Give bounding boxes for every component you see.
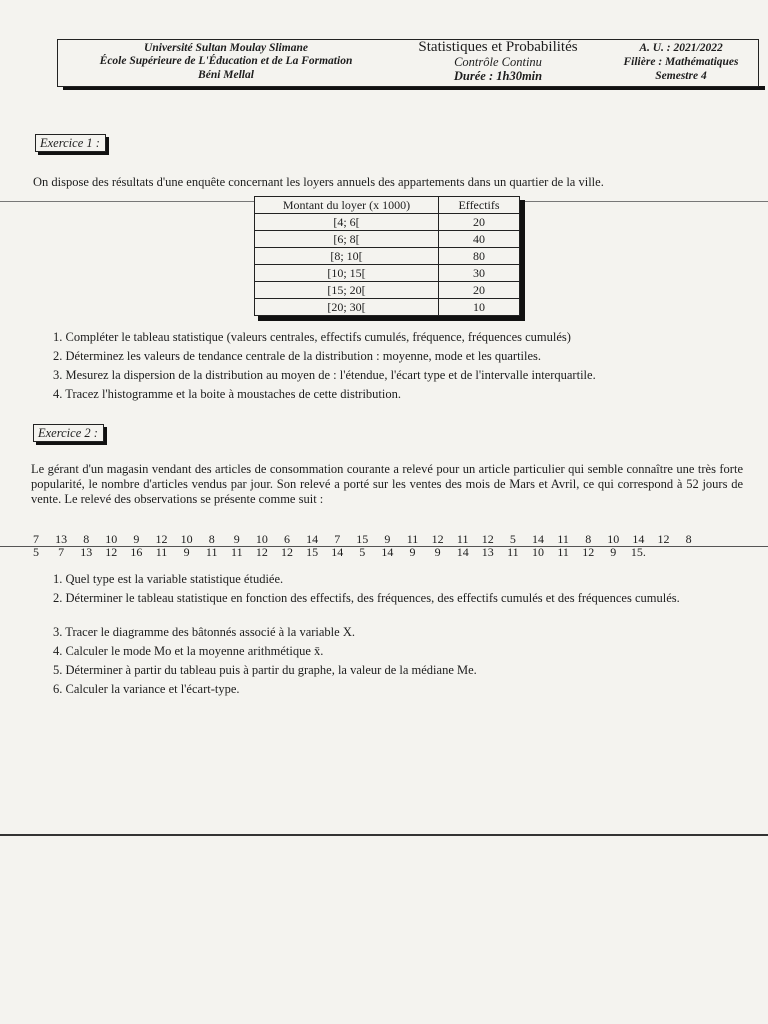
observation-value: 7	[334, 532, 341, 546]
table-row	[255, 248, 520, 265]
observation-value: 10	[255, 532, 268, 546]
exam-type: Contrôle Continu	[454, 55, 542, 69]
observation-value: 10	[180, 532, 193, 546]
exercise-2-question-1: 1. Quel type est la variable statistique étudiée.	[53, 572, 284, 586]
rent-count: 20	[439, 214, 520, 231]
rent-count: 20	[439, 282, 520, 299]
school-name: École Supérieure de L'Éducation et de La Formation	[99, 55, 353, 67]
header-frequency: Effectifs	[439, 197, 520, 214]
observation-value: 14	[306, 532, 319, 546]
observation-value: 10	[607, 532, 620, 546]
academic-year: A. U. : 2021/2022	[639, 42, 723, 54]
observation-value: 12	[105, 545, 118, 559]
exercise-1-question-1: 1. Compléter le tableau statistique (valeurs centrales, effectifs cumulés, fréquence, fréquences cumulés)	[53, 330, 571, 344]
observation-value: 9	[183, 545, 190, 559]
rent-class: [20; 30[	[255, 299, 439, 316]
observation-value: 14	[381, 545, 394, 559]
observation-value: 11	[155, 545, 168, 559]
scan-line-right	[524, 201, 768, 202]
rent-class: [6; 8[	[255, 231, 439, 248]
table-row	[255, 265, 520, 282]
observation-value: 12	[582, 545, 595, 559]
observation-value: 12	[155, 532, 168, 546]
field: Filière : Mathématiques	[623, 56, 739, 68]
table-row	[255, 299, 520, 316]
header-rent-amount: Montant du loyer (x 1000)	[255, 197, 439, 214]
observation-value: 10	[105, 532, 118, 546]
exercise-2-question-2: 2. Déterminer le tableau statistique en fonction des effectifs, des fréquences, des effectifs cumulés et des fréquences cumulés.	[53, 591, 680, 605]
table-row	[255, 231, 520, 248]
observation-value: 15.	[630, 545, 646, 559]
exercise-1-intro: On dispose des résultats d'une enquête concernant les loyers annuels des appartements dans un quartier de la ville.	[33, 175, 604, 189]
observation-value: 11	[557, 532, 569, 546]
table-header-row	[255, 197, 520, 214]
observation-value: 14	[532, 532, 544, 546]
rent-class: [4; 6[	[255, 214, 439, 231]
observation-value: 14	[331, 545, 344, 559]
observation-value: 9	[384, 532, 391, 546]
observation-value: 8	[685, 532, 692, 546]
observation-value: 12	[657, 532, 670, 546]
semester: Semestre 4	[655, 70, 707, 82]
observation-value: 7	[33, 532, 39, 546]
observation-value: 11	[231, 545, 243, 559]
observation-value: 11	[507, 545, 519, 559]
exam-duration: Durée : 1h30min	[453, 69, 543, 83]
observation-value: 12	[431, 532, 444, 546]
observation-value: 11	[406, 532, 419, 546]
observation-value: 14	[456, 545, 469, 559]
observation-value: 5	[33, 545, 39, 559]
rent-class: [8; 10[	[255, 248, 439, 265]
observation-value: 9	[610, 545, 617, 559]
observation-value: 12	[481, 532, 494, 546]
course-title: Statistiques et Probabilités	[418, 39, 578, 55]
observation-value: 9	[434, 545, 441, 559]
exercise-2-question-5: 5. Déterminer à partir du tableau puis à partir du graphe, la valeur de la médiane Me.	[53, 663, 477, 677]
observation-value: 5	[509, 532, 516, 546]
observation-value: 9	[133, 532, 140, 546]
observation-value: 12	[281, 545, 293, 559]
observation-value: 13	[481, 545, 494, 559]
exercise-2-label: Exercice 2 :	[33, 424, 104, 442]
observations-row-2	[33, 545, 753, 560]
exam-header	[57, 39, 759, 87]
exercise-2-question-6: 6. Calculer la variance et l'écart-type.	[53, 682, 240, 696]
rent-table	[254, 196, 520, 316]
observation-value: 7	[58, 545, 65, 559]
rent-count: 30	[439, 265, 520, 282]
exercise-1-question-3: 3. Mesurez la dispersion de la distribution au moyen de : l'étendue, l'écart type et de l'intervalle interquartile.	[53, 368, 596, 382]
observation-value: 5	[359, 545, 366, 559]
university-name: Université Sultan Moulay Slimane	[144, 42, 308, 54]
exercise-1-question-2: 2. Déterminez les valeurs de tendance centrale de la distribution : moyenne, mode et les quartiles.	[53, 349, 542, 363]
scan-line-left	[0, 201, 254, 202]
table-row	[255, 282, 520, 299]
observation-value: 14	[632, 532, 645, 546]
observation-value: 9	[409, 545, 416, 559]
observation-value: 11	[557, 545, 569, 559]
observation-value: 11	[205, 545, 218, 559]
observation-value: 11	[456, 532, 469, 546]
city-name: Béni Mellal	[198, 69, 254, 81]
exercise-2-question-3: 3. Tracer le diagramme des bâtonnés associé à la variable X.	[53, 625, 355, 639]
rent-class: [15; 20[	[255, 282, 439, 299]
exercise-2-intro: Le gérant d'un magasin vendant des articles de consommation courante a relevé pour un article particulier qui semble connaître une très forte popularité, le nombre d'articles vendus par jour. Son relevé a porté sur les ventes des mois de Mars et Avril, ce qui correspond à 52 jours de vente. Le relevé des observations se présente comme suit :	[31, 462, 743, 506]
observation-value: 16	[130, 545, 143, 559]
exercise-1-question-4: 4. Tracez l'histogramme et la boite à moustaches de cette distribution.	[53, 387, 401, 401]
rent-count: 10	[439, 299, 520, 316]
page-bottom-rule	[0, 834, 768, 836]
observation-value: 6	[284, 532, 290, 546]
observation-value: 9	[233, 532, 240, 546]
observation-value: 8	[208, 532, 215, 546]
rent-count: 80	[439, 248, 520, 265]
exercise-2-question-4: 4. Calculer le mode Mo et la moyenne arithmétique x̄.	[53, 644, 324, 658]
table-row	[255, 214, 520, 231]
rent-class: [10; 15[	[255, 265, 439, 282]
exercise-1-label: Exercice 1 :	[35, 134, 106, 152]
observation-value: 10	[532, 545, 544, 559]
observation-value: 15	[356, 532, 369, 546]
observation-value: 8	[83, 532, 90, 546]
rent-count: 40	[439, 231, 520, 248]
observation-value: 13	[55, 532, 68, 546]
observation-value: 12	[255, 545, 268, 559]
observation-value: 8	[585, 532, 592, 546]
observation-value: 15	[306, 545, 319, 559]
observation-value: 13	[80, 545, 93, 559]
